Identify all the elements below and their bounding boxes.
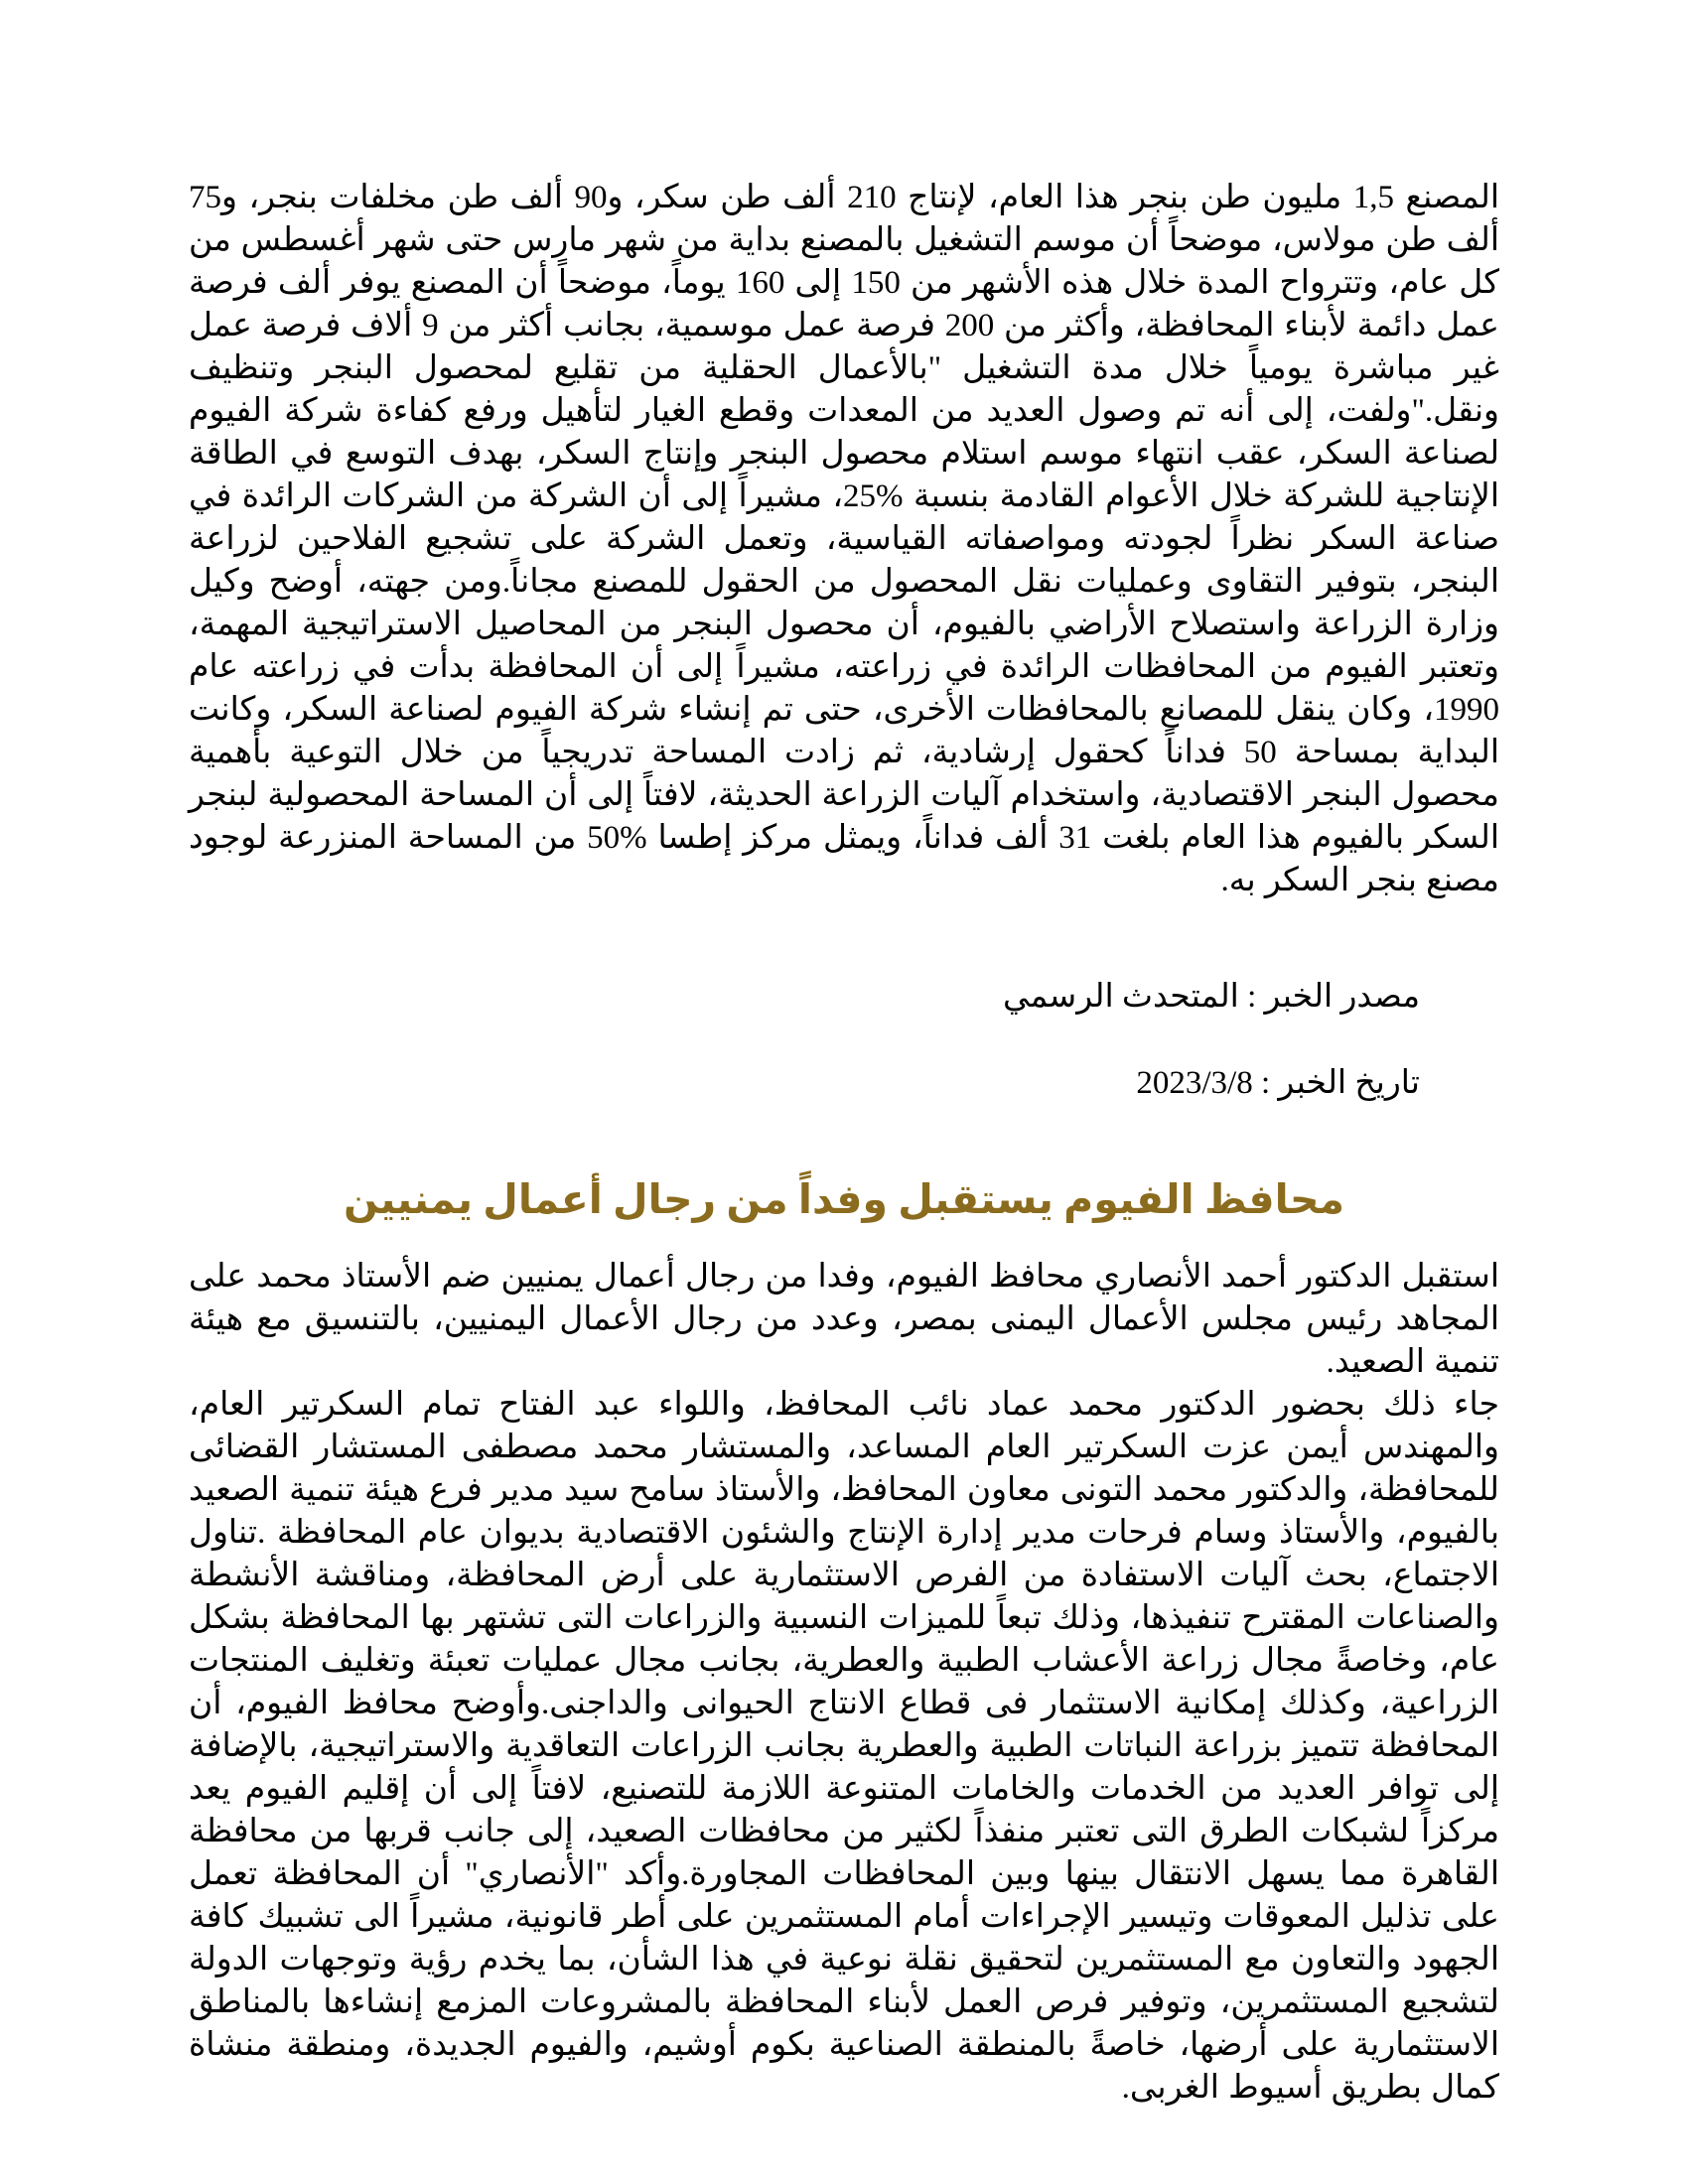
article2-title: محافظ الفيوم يستقبل وفداً من رجال أعمال يمنيين bbox=[344, 1176, 1344, 1222]
news-date-line: تاريخ الخبر : 2023/3/8 bbox=[1136, 1065, 1420, 1101]
article2-body: جاء ذلك بحضور الدكتور محمد عماد نائب المحافظ، واللواء عبد الفتاح تمام السكرتير العام، والمهندس أيمن عزت السكرتير العام المساعد، والمستشار محمد مصطفى المستشار القضائى للمحافظة، والدكتور محمد التونى معاون المحافظ، والأستاذ سامح سيد مدير فرع هيئة تنمية الصعيد بالفيوم، والأستاذ وسام فرحات مدير إدارة الإنتاج والشئون الاقتصادية بديوان عام المحافظة .تناول الاجتماع، بحث آليات الاستفادة من الفرص الاستثمارية على أرض المحافظة، ومناقشة الأنشطة والصناعات المقترح تنفيذها، وذلك تبعاً للميزات النسبية والزراعات التى تشتهر بها المحافظة بشكل عام، وخاصةً مجال زراعة الأعشاب الطبية والعطرية، بجانب مجال عمليات تعبئة وتغليف المنتجات الزراعية، وكذلك إمكانية الاستثمار فى قطاع الانتاج الحيوانى والداجنى.وأوضح محافظ الفيوم، أن المحافظة تتميز بزراعة النباتات الطبية والعطرية بجانب الزراعات التعاقدية والاستراتيجية، بالإضافة إلى توافر العديد من الخدمات والخامات المتنوعة اللازمة للتصنيع، لافتاً إلى أن إقليم الفيوم يعد مركزاً لشبكات الطرق التى تعتبر منفذاً لكثير من محافظات الصعيد، إلى جانب قربها من محافظة القاهرة مما يسهل الانتقال بينها وبين المحافظات المجاورة.وأكد "الأنصاري" أن المحافظة تعمل على تذليل المعوقات وتيسير الإجراءات أمام المستثمرين على أطر قانونية، مشيراً الى تشبيك كافة الجهود والتعاون مع المستثمرين لتحقيق نقلة نوعية في هذا الشأن، بما يخدم رؤية وتوجهات الدولة لتشجيع المستثمرين، وتوفير فرص العمل لأبناء المحافظة بالمشروعات المزمع إنشاءها بالمناطق الاستثمارية على أرضها، خاصةً بالمنطقة الصناعية بكوم أوشيم، والفيوم الجديدة، ومنطقة منشاة كمال بطريق أسيوط الغربى. bbox=[189, 1387, 1499, 2106]
article2-lead: استقبل الدكتور أحمد الأنصاري محافظ الفيوم، وفدا من رجال أعمال يمنيين ضم الأستاذ محمد على المجاهد رئيس مجلس الأعمال اليمنى بمصر، وعدد من رجال الأعمال اليمنيين، بالتنسيق مع هيئة تنمية الصعيد. bbox=[189, 1259, 1499, 1380]
article1-body: المصنع 1,5 مليون طن بنجر هذا العام، لإنتاج 210 ألف طن سكر، و90 ألف طن مخلفات بنجر، و75 ألف طن مولاس، موضحاً أن موسم التشغيل بالمصنع بداية من شهر مارس حتى شهر أغسطس من كل عام، وتترواح المدة خلال هذه الأشهر من 150 إلى 160 يوماً، موضحاً أن المصنع يوفر ألف فرصة عمل دائمة لأبناء المحافظة، وأكثر من 200 فرصة عمل موسمية، بجانب أكثر من 9 ألاف فرصة عمل غير مباشرة يومياً خلال مدة التشغيل "بالأعمال الحقلية من تقليع لمحصول البنجر وتنظيف ونقل."ولفت، إلى أنه تم وصول العديد من المعدات وقطع الغيار لتأهيل ورفع كفاءة شركة الفيوم لصناعة السكر، عقب انتهاء موسم استلام محصول البنجر وإنتاج السكر، بهدف التوسع في الطاقة الإنتاجية للشركة خلال الأعوام القادمة بنسبة %25، مشيراً إلى أن الشركة من الشركات الرائدة في صناعة السكر نظراً لجودته ومواصفاته القياسية، وتعمل الشركة على تشجيع الفلاحين لزراعة البنجر، بتوفير التقاوى وعمليات نقل المحصول من الحقول للمصنع مجاناً.ومن جهته، أوضح وكيل وزارة الزراعة واستصلاح الأراضي بالفيوم، أن محصول البنجر من المحاصيل الاستراتيجية المهمة، وتعتبر الفيوم من المحافظات الرائدة في زراعته، مشيراً إلى أن المحافظة بدأت في زراعته عام 1990، وكان ينقل للمصانع بالمحافظات الأخرى، حتى تم إنشاء شركة الفيوم لصناعة السكر، وكانت البداية بمساحة 50 فداناً كحقول إرشادية، ثم زادت المساحة تدريجياً من خلال التوعية بأهمية محصول البنجر الاقتصادية، واستخدام آليات الزراعة الحديثة، لافتاً إلى أن المساحة المحصولية لبنجر السكر بالفيوم هذا العام بلغت 31 ألف فداناً، ويمثل مركز إطسا %50 من المساحة المنزرعة لوجود مصنع بنجر السكر به. bbox=[189, 180, 1499, 898]
news-source-line: مصدر الخبر : المتحدث الرسمي bbox=[1002, 979, 1420, 1015]
